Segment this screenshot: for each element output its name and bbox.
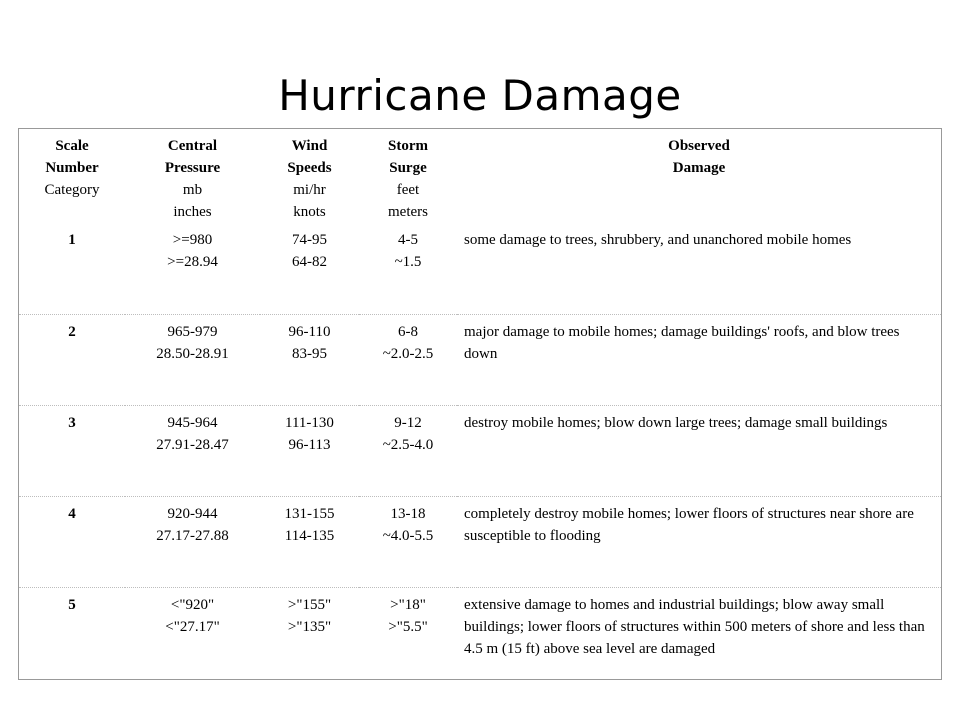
wind-mph: >"155"	[287, 596, 332, 613]
wind-mph: 131-155	[284, 505, 335, 522]
header-unit: feet	[396, 182, 420, 198]
damage-cell: completely destroy mobile homes; lower floors of structures near shore are susceptible to flooding	[457, 496, 941, 587]
surge-meters: ~1.5	[394, 254, 422, 270]
header-label: Pressure	[164, 160, 221, 176]
header-unit: Category	[44, 182, 100, 198]
wind-knots: >"135"	[287, 618, 332, 635]
surge-feet: 4-5	[398, 232, 418, 248]
pressure-mb: >=980	[172, 232, 213, 248]
surge-cell	[359, 587, 457, 680]
category-cell: 4	[19, 496, 125, 587]
surge-feet: 6-8	[398, 323, 418, 340]
header-label: Surge	[389, 160, 427, 176]
pressure-inches: <"27.17"	[165, 618, 220, 635]
surge-meters: ~2.0-2.5	[382, 345, 434, 362]
surge-cell	[359, 405, 457, 496]
pressure-inches: 28.50-28.91	[156, 345, 229, 362]
wind-mph: 74-95	[292, 232, 327, 248]
page-title: Hurricane Damage	[278, 71, 682, 120]
wind-knots: 64-82	[292, 254, 327, 270]
surge-meters: ~4.0-5.5	[382, 527, 434, 544]
surge-feet: 9-12	[394, 414, 422, 431]
wind-mph: 111-130	[285, 414, 334, 431]
category-cell: 5	[19, 587, 125, 680]
pressure-cell	[125, 587, 260, 680]
wind-cell	[260, 314, 359, 405]
header-wind-speeds	[260, 129, 359, 223]
header-scale-number	[19, 129, 125, 223]
header-label: Observed	[668, 138, 730, 154]
pressure-cell	[125, 314, 260, 405]
damage-scale-table	[19, 129, 941, 680]
table-row-category-5	[19, 587, 941, 680]
damage-cell: major damage to mobile homes; damage buildings' roofs, and blow trees down	[457, 314, 941, 405]
header-label: Storm	[388, 138, 428, 154]
wind-cell	[260, 405, 359, 496]
damage-cell: destroy mobile homes; blow down large trees; damage small buildings	[457, 405, 941, 496]
pressure-inches: >=28.94	[167, 254, 218, 270]
header-row	[19, 129, 941, 223]
wind-cell	[260, 587, 359, 680]
surge-cell	[359, 314, 457, 405]
surge-feet: >"18"	[390, 596, 426, 613]
header-unit: knots	[293, 204, 326, 220]
table-row-category-2	[19, 314, 941, 405]
category-cell: 2	[19, 314, 125, 405]
table-row-category-1	[19, 223, 941, 314]
header-label: Speeds	[287, 160, 332, 176]
pressure-cell	[125, 223, 260, 314]
wind-knots: 96-113	[288, 436, 331, 453]
pressure-inches: 27.17-27.88	[156, 527, 229, 544]
header-unit: mi/hr	[293, 182, 326, 198]
header-unit: meters	[388, 204, 428, 220]
damage-cell: some damage to trees, shrubbery, and unanchored mobile homes	[464, 232, 852, 248]
header-label: Number	[45, 160, 99, 176]
wind-mph: 96-110	[288, 323, 331, 340]
header-unit: mb	[182, 182, 203, 198]
surge-meters: ~2.5-4.0	[382, 436, 434, 453]
table-row-category-3	[19, 405, 941, 496]
pressure-mb: 945-964	[167, 414, 218, 431]
header-label: Scale	[55, 138, 89, 154]
surge-cell	[359, 496, 457, 587]
surge-meters: >"5.5"	[388, 618, 428, 635]
header-storm-surge	[359, 129, 457, 223]
surge-cell	[359, 223, 457, 314]
pressure-mb: 920-944	[167, 505, 218, 522]
surge-feet: 13-18	[390, 505, 426, 522]
header-observed-damage	[457, 129, 941, 223]
table-row-category-4	[19, 496, 941, 587]
damage-cell: extensive damage to homes and industrial buildings; blow away small buildings; lower floors of structures within 500 meters of shore and less than 4.5 m (15 ft) above sea level are damaged	[457, 587, 941, 680]
header-central-pressure	[125, 129, 260, 223]
header-label: Wind	[291, 138, 328, 154]
wind-cell	[260, 496, 359, 587]
hurricane-damage-table	[18, 128, 942, 680]
category-cell: 3	[19, 405, 125, 496]
wind-knots: 114-135	[284, 527, 335, 544]
category-cell: 1	[68, 232, 76, 248]
header-label: Damage	[672, 160, 726, 176]
pressure-mb: 965-979	[167, 323, 218, 340]
header-label: Central	[167, 138, 218, 154]
pressure-cell	[125, 405, 260, 496]
pressure-cell	[125, 496, 260, 587]
pressure-inches: 27.91-28.47	[156, 436, 229, 453]
pressure-mb: <"920"	[170, 596, 215, 613]
header-unit: inches	[173, 204, 212, 220]
wind-cell	[260, 223, 359, 314]
wind-knots: 83-95	[292, 345, 327, 362]
